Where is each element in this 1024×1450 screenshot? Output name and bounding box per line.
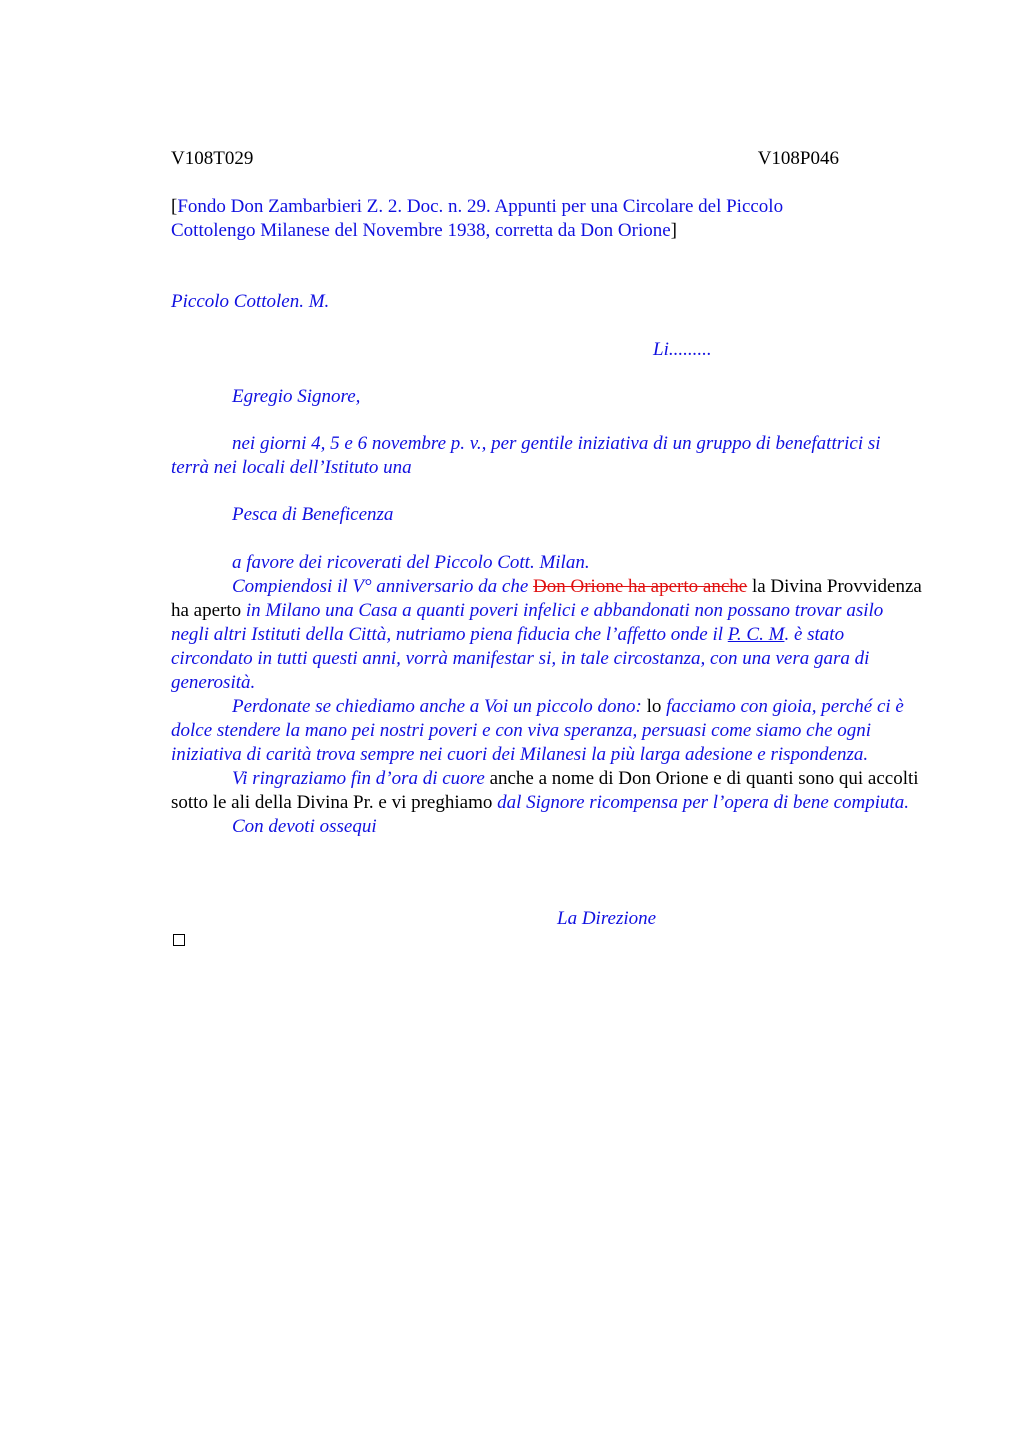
paragraph-3-part-2: in Milano una Casa a quanti poveri infelici e abbandonati non possano trovar asilo negli altri Istituti della Città, nutriamo piena fiducia che l’affetto onde il xyxy=(171,600,884,645)
bracket-close: ] xyxy=(670,220,677,241)
letter-paragraph-2: a favore dei ricoverati del Piccolo Cott. Milan. xyxy=(232,552,590,573)
volume-text-id: V108T029 xyxy=(171,148,254,169)
correction-text: la Divina Provvidenza ha aperto xyxy=(171,576,922,621)
volume-page-id: V108P046 xyxy=(757,148,839,169)
letter-place-date: Li......... xyxy=(653,339,712,360)
deleted-text: Don Orione ha aperto anche xyxy=(533,576,748,597)
paragraph-5-part-2: dal Signore ricompensa per l’opera di bene compiuta. xyxy=(497,792,910,813)
archival-note xyxy=(171,195,861,243)
correction-text: anche a nome di Don Orione e di quanti sono qui accolti sotto le ali della Divina Pr. e vi preghiamo xyxy=(171,768,919,813)
letter-body xyxy=(171,551,923,839)
event-title: Pesca di Beneficenza xyxy=(232,504,394,525)
letter-paragraph-1: nei giorni 4, 5 e 6 novembre p. v., per gentile iniziativa di un gruppo di benefattrici si terrà nei locali dell’Istituto una xyxy=(171,433,881,478)
paragraph-4-part-2: facciamo con gioia, perché ci è dolce stendere la mano pei nostri poveri e con viva speranza, persuasi come siamo che ogni iniziativa di carità trova sempre nei cuori dei Milanesi la più larga adesione e rispondenza. xyxy=(171,696,904,765)
document-identifiers xyxy=(171,147,839,171)
paragraph-3-part-1: Compiendosi il V° anniversario da che xyxy=(232,576,534,597)
letter-paragraph-4 xyxy=(171,695,923,767)
paragraph-4-part-1: Perdonate se chiediamo anche a Voi un piccolo dono: xyxy=(232,696,647,717)
letter-signature: La Direzione xyxy=(557,908,657,929)
letter-closing: Con devoti ossequi xyxy=(232,816,377,837)
archival-note-text: Fondo Don Zambarbieri Z. 2. Doc. n. 29. Appunti per una Circolare del Piccolo Cottolengo Milanese del Novembre 1938, corretta da Don Orione xyxy=(171,196,784,241)
letter-paragraph-3 xyxy=(171,575,923,695)
correction-text: lo xyxy=(646,696,662,717)
bracket-open: [ xyxy=(171,196,178,217)
paragraph-5-part-1: Vi ringraziamo fin d’ora di cuore xyxy=(232,768,485,789)
letter-paragraph-5 xyxy=(171,767,923,815)
paragraph-3-part-3: . è stato circondato in tutti questi anni, vorrà manifestar si, in tale circostanza, con una vera gara di generosità. xyxy=(171,624,870,693)
letter-salutation: Egregio Signore, xyxy=(232,386,361,407)
abbreviation-pcm: P. C. M xyxy=(727,624,785,645)
letter-sender: Piccolo Cottolen. M. xyxy=(171,291,330,312)
empty-square-marker xyxy=(173,934,185,946)
